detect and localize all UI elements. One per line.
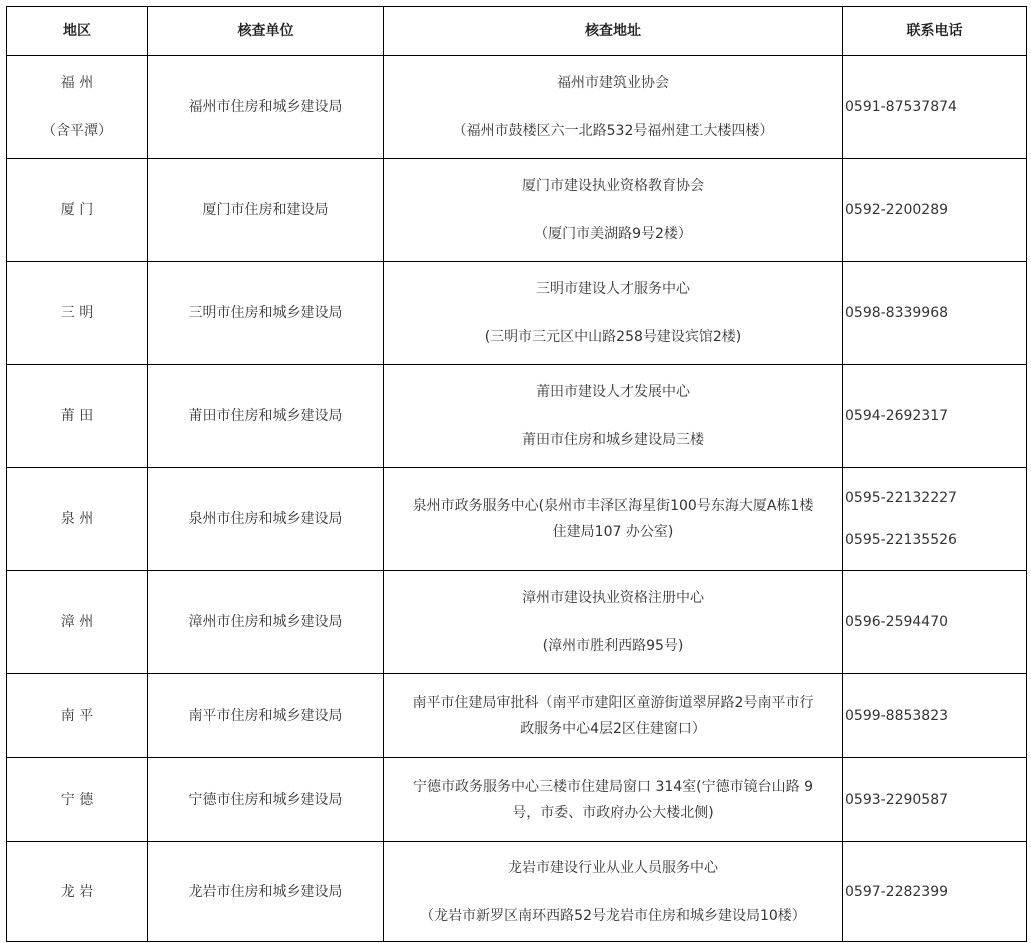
region-cell: 龙 岩 (7, 842, 148, 942)
address-cell (384, 56, 843, 159)
address-org: 泉州市政务服务中心(泉州市丰泽区海星街100号东海大厦A栋1楼 (412, 498, 814, 514)
region-note: （含平潭） (42, 123, 112, 139)
phone-cell: 0591-87537874 (843, 56, 1027, 159)
address-org: 莆田市建设人才发展中心 (536, 384, 690, 400)
header-region: 地区 (7, 7, 148, 56)
region-cell: 南 平 (7, 674, 148, 758)
address-detail: 政服务中心4层2区住建窗口） (520, 720, 706, 737)
address-cell (384, 758, 843, 842)
unit-cell: 莆田市住房和城乡建设局 (148, 365, 384, 468)
phone-secondary: 0595-22135526 (845, 532, 957, 548)
address-cell (384, 159, 843, 262)
phone-cell: 0592-2200289 (843, 159, 1027, 262)
address-org: 龙岩市建设行业从业人员服务中心 (508, 859, 718, 876)
address-org: 宁德市政务服务中心三楼市住建局窗口 314室(宁德市镜台山路 9 (413, 778, 813, 795)
address-cell (384, 674, 843, 758)
address-detail: （龙岩市新罗区南环西路52号龙岩市住房和城乡建设局10楼） (420, 907, 806, 924)
phone-cell: 0594-2692317 (843, 365, 1027, 468)
address-cell (384, 571, 843, 674)
phone-cell: 0596-2594470 (843, 571, 1027, 674)
address-cell (384, 468, 843, 571)
table-row (7, 56, 1027, 159)
unit-cell: 南平市住房和城乡建设局 (148, 674, 384, 758)
table-row (7, 571, 1027, 674)
table-row (7, 842, 1027, 942)
address-org: 三明市建设人才服务中心 (536, 281, 690, 297)
address-detail: 号，市委、市政府办公大楼北侧) (512, 804, 714, 821)
phone-primary: 0595-22132227 (845, 490, 957, 506)
table-row (7, 159, 1027, 262)
region-cell: 宁 德 (7, 758, 148, 842)
unit-cell: 龙岩市住房和城乡建设局 (148, 842, 384, 942)
region-name: 福 州 (60, 75, 94, 91)
phone-cell: 0593-2290587 (843, 758, 1027, 842)
table-row (7, 468, 1027, 571)
address-cell (384, 365, 843, 468)
region-cell: 漳 州 (7, 571, 148, 674)
table-row (7, 758, 1027, 842)
address-detail: （福州市鼓楼区六一北路532号福州建工大楼四楼） (452, 123, 774, 139)
unit-cell: 漳州市住房和城乡建设局 (148, 571, 384, 674)
address-org: 福州市建筑业协会 (557, 75, 669, 91)
address-detail: (三明市三元区中山路258号建设宾馆2楼) (484, 329, 742, 345)
phone-cell: 0597-2282399 (843, 842, 1027, 942)
unit-cell: 福州市住房和城乡建设局 (148, 56, 384, 159)
address-org: 漳州市建设执业资格注册中心 (522, 590, 704, 606)
region-cell: 莆 田 (7, 365, 148, 468)
table-row (7, 365, 1027, 468)
unit-cell: 三明市住房和城乡建设局 (148, 262, 384, 365)
phone-cell: 0599-8853823 (843, 674, 1027, 758)
address-detail: 住建局107 办公室) (552, 524, 674, 540)
region-cell: 三 明 (7, 262, 148, 365)
address-detail: （厦门市美湖路9号2楼） (534, 226, 692, 242)
unit-cell: 泉州市住房和城乡建设局 (148, 468, 384, 571)
address-org: 南平市住建局审批科（南平市建阳区童游街道翠屏路2号南平市行 (412, 694, 814, 711)
table-row (7, 674, 1027, 758)
header-phone: 联系电话 (843, 7, 1027, 56)
header-unit: 核查单位 (148, 7, 384, 56)
table-row (7, 262, 1027, 365)
address-detail: 莆田市住房和城乡建设局三楼 (522, 432, 704, 448)
verification-table (6, 6, 1027, 942)
address-org: 厦门市建设执业资格教育协会 (522, 178, 704, 194)
region-cell: 厦 门 (7, 159, 148, 262)
table-header-row (7, 7, 1027, 56)
phone-cell: 0598-8339968 (843, 262, 1027, 365)
address-cell (384, 262, 843, 365)
region-cell (7, 56, 148, 159)
region-cell: 泉 州 (7, 468, 148, 571)
header-address: 核查地址 (384, 7, 843, 56)
unit-cell: 宁德市住房和城乡建设局 (148, 758, 384, 842)
unit-cell: 厦门市住房和建设局 (148, 159, 384, 262)
phone-cell (843, 468, 1027, 571)
address-detail: (漳州市胜利西路95号) (542, 638, 684, 654)
address-cell (384, 842, 843, 942)
